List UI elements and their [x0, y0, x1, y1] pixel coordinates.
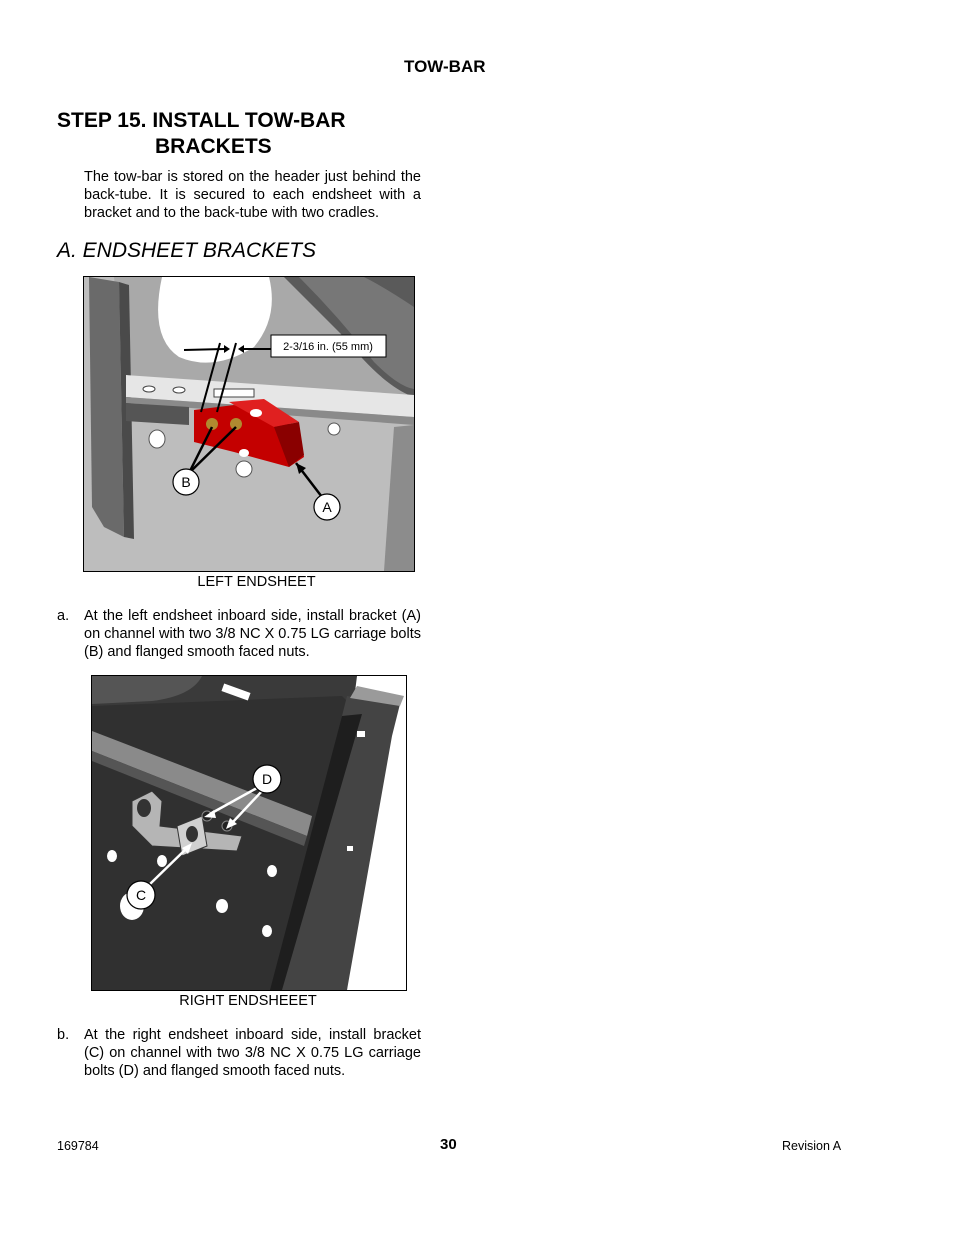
intro-paragraph: The tow-bar is stored on the header just behind the back-tube. It is secured to each endsheet with a bracket and to the back-tube with two cradles. [84, 169, 421, 221]
instruction-a-letter: a. [57, 608, 70, 624]
section-title: A. ENDSHEET BRACKETS [57, 239, 317, 262]
instruction-b [57, 1026, 421, 1082]
dimension-label: 2-3/16 in. (55 mm) [283, 341, 373, 353]
instruction-b-letter: b. [57, 1027, 70, 1043]
instruction-b-text: At the right endsheet inboard side, install bracket (C) on channel with two 3/8 NC X 0.75 LG carriage bolts (D) and flanged smooth faced nuts. [84, 1027, 421, 1079]
left-endsheet-illustration [84, 277, 414, 571]
left-endsheet-figure [83, 276, 415, 572]
callout-b: B [181, 474, 191, 490]
step-title [57, 108, 346, 160]
footer-doc-number: 169784 [57, 1139, 99, 1153]
left-endsheet-caption: LEFT ENDSHEET [197, 574, 316, 590]
step-title-line2: BRACKETS [155, 135, 272, 158]
page-header-title: TOW-BAR [404, 57, 486, 76]
right-endsheet-illustration [92, 676, 406, 990]
callout-c: C [135, 887, 147, 903]
right-endsheet-figure [91, 675, 407, 991]
right-endsheet-caption: RIGHT ENDSHEEET [179, 993, 317, 1009]
callout-a: A [322, 499, 332, 515]
instruction-a-text: At the left endsheet inboard side, install bracket (A) on channel with two 3/8 NC X 0.75 LG carriage bolts (B) and flanged smooth faced nuts. [84, 608, 421, 660]
footer-revision: Revision A [782, 1139, 842, 1153]
instruction-a [57, 607, 421, 663]
step-title-line1: STEP 15. INSTALL TOW-BAR [57, 109, 346, 132]
footer-page-number: 30 [440, 1136, 457, 1153]
callout-d: D [261, 771, 273, 787]
